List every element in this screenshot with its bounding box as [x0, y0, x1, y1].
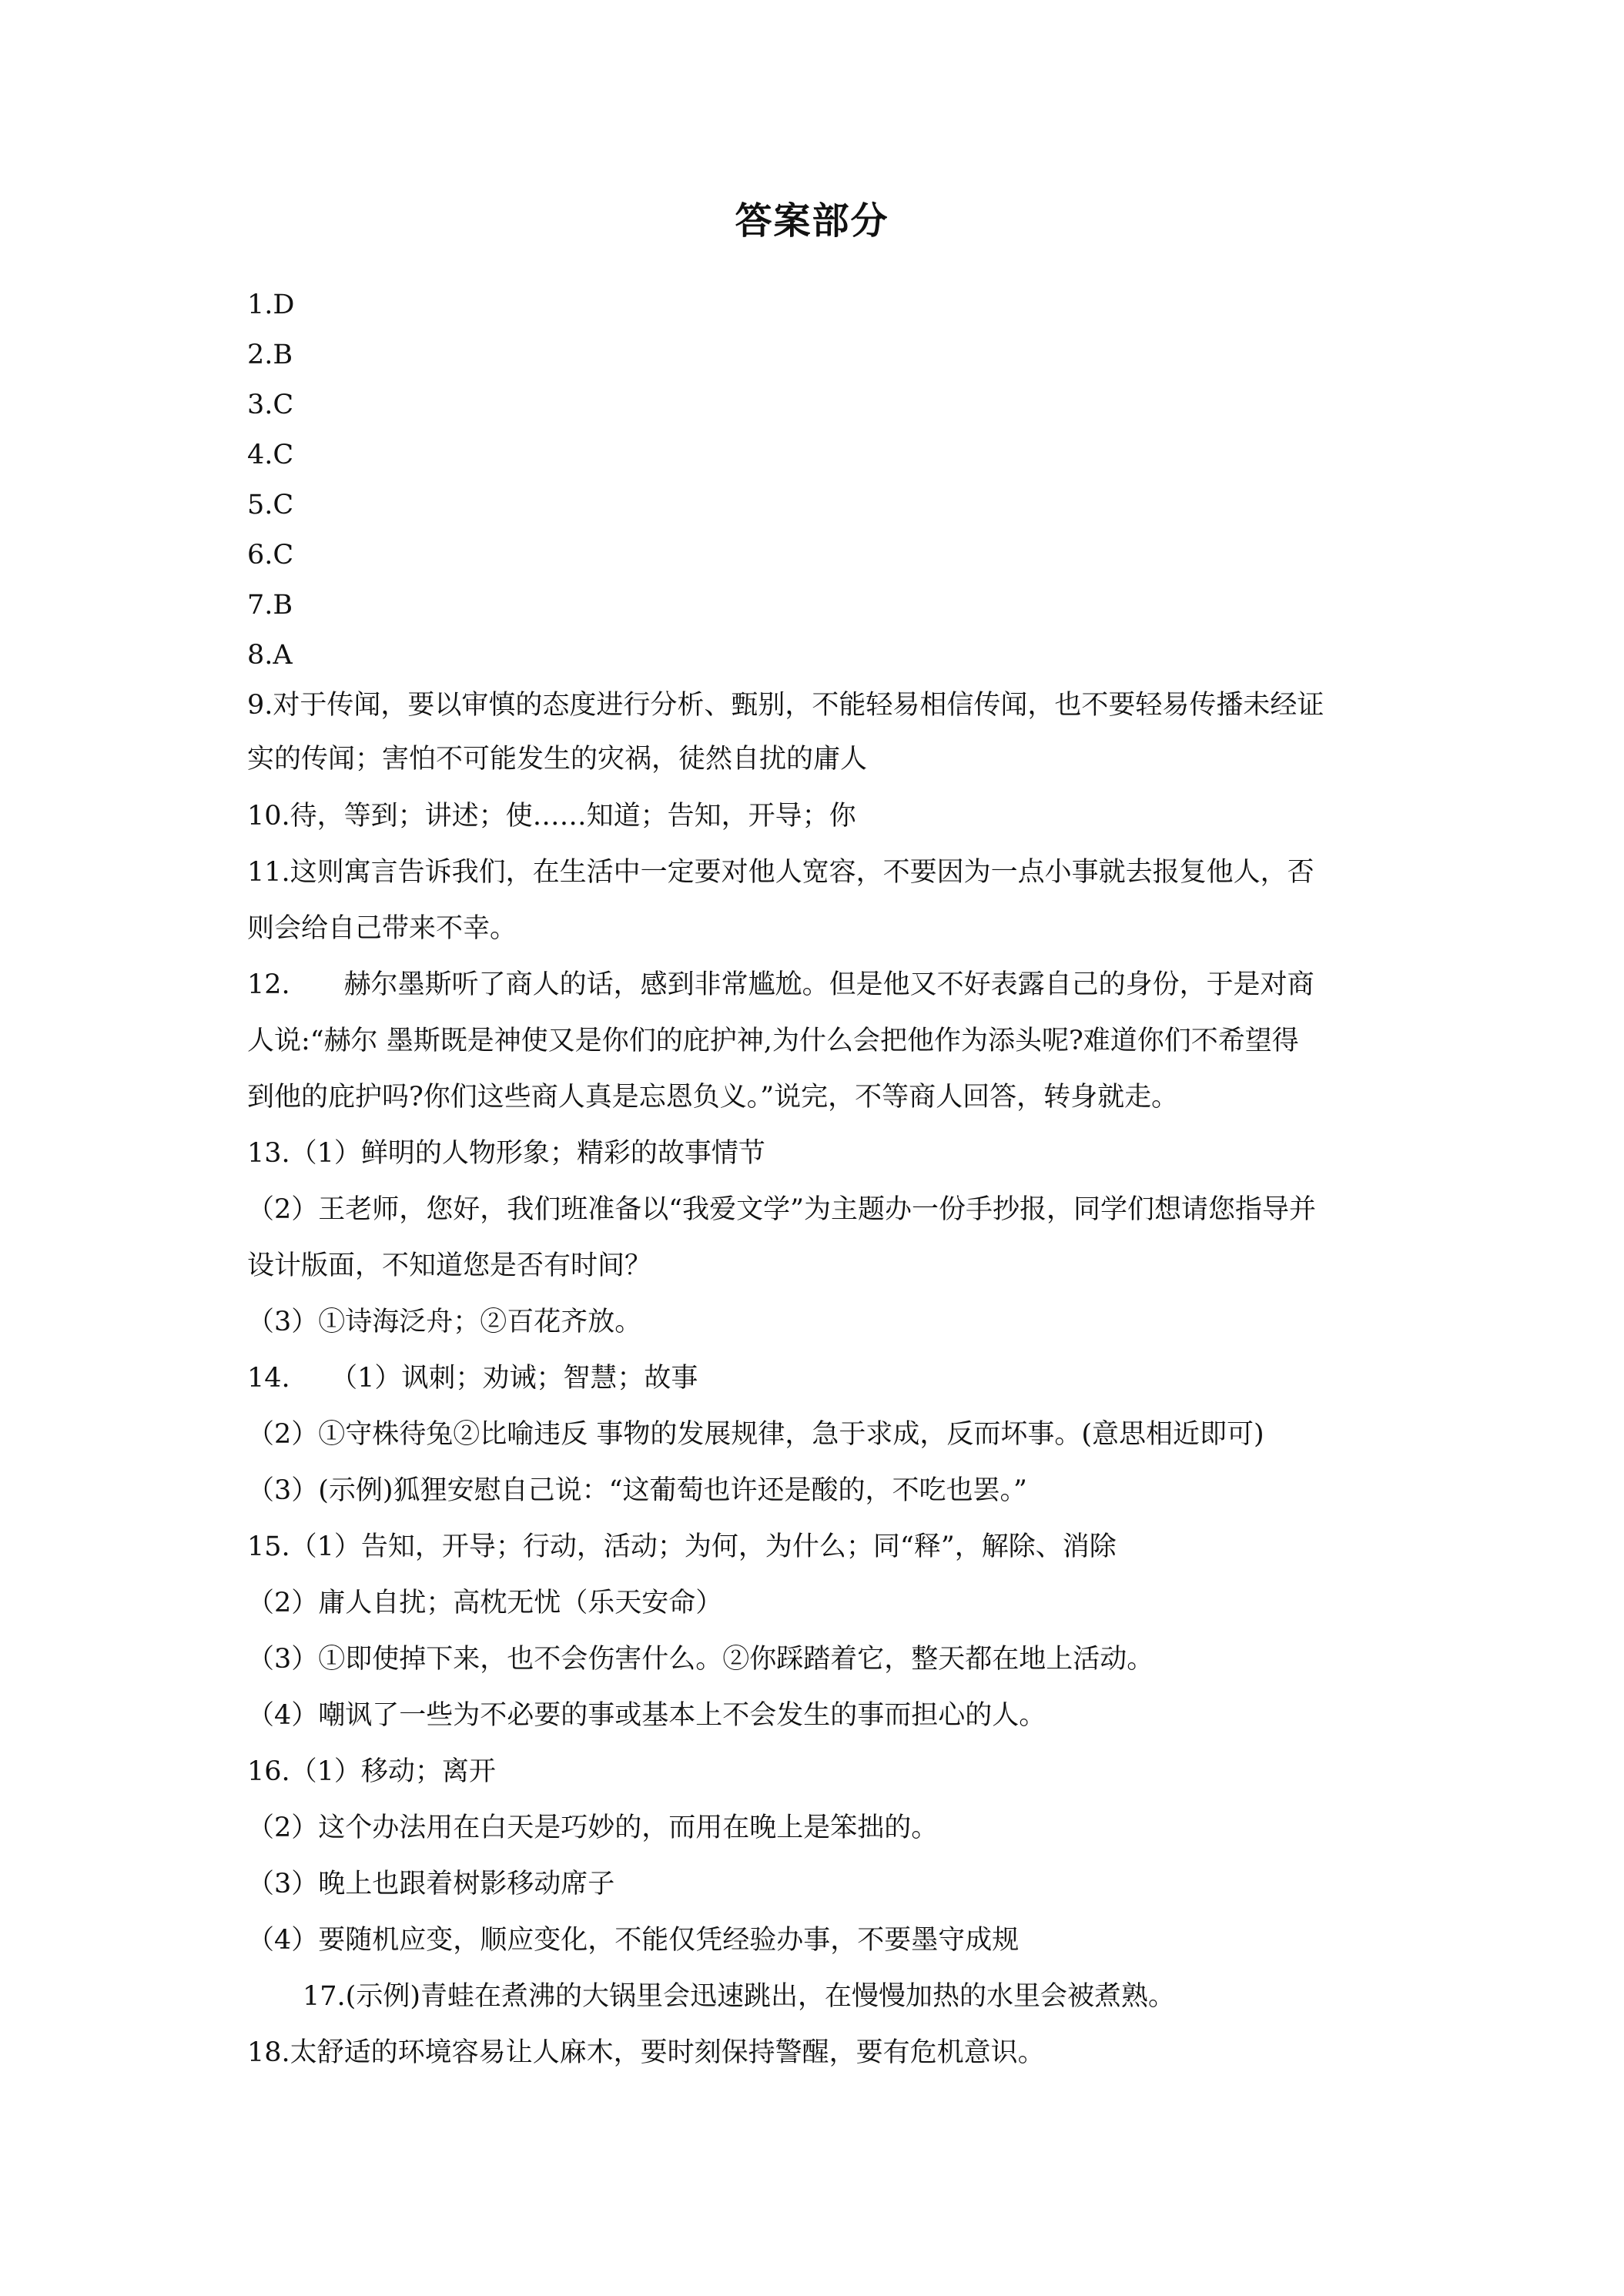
answer-line-15-4: （4）嘲讽了一些为不必要的事或基本上不会发生的事而担心的人。 [247, 1700, 1046, 1731]
answer-line-15-2: （2）庸人自扰；高枕无忧（乐天安命） [247, 1588, 723, 1618]
answer-line-13-3: （3）①诗海泛舟；②百花齐放。 [247, 1307, 642, 1337]
answer-line-13-2b: 设计版面，不知道您是否有时间？ [247, 1250, 652, 1281]
answer-line-12a: 12. 赫尔墨斯听了商人的话，感到非常尴尬。但是他又不好表露自己的身份，于是对商 [247, 969, 1314, 1000]
answer-line-2: 2.B [247, 340, 293, 370]
answer-line-16-2: （2）这个办法用在白天是巧妙的，而用在晚上是笨拙的。 [247, 1812, 939, 1843]
answer-line-12c: 到他的庇护吗?你们这些商人真是忘恩负义。”说完，不等商人回答，转身就走。 [247, 1082, 1179, 1113]
answer-line-14-2: （2）①守株待兔②比喻违反 事物的发展规律，急于求成，反而坏事。(意思相近即可) [247, 1419, 1264, 1450]
answer-line-16-4: （4）要随机应变，顺应变化，不能仅凭经验办事，不要墨守成规 [247, 1925, 1020, 1956]
page-title: 答案部分 [735, 199, 889, 243]
answer-line-11b: 则会给自己带来不幸。 [247, 913, 517, 944]
answer-line-18: 18.太舒适的环境容易让人麻木，要时刻保持警醒，要有危机意识。 [247, 2037, 1045, 2068]
answer-line-16-1: 16.（1）移动；离开 [247, 1756, 496, 1787]
answer-line-8: 8.A [247, 640, 293, 671]
answer-line-12b: 人说:“赫尔 墨斯既是神使又是你们的庇护神,为什么会把他作为添头呢?难道你们不希望得 [247, 1026, 1299, 1056]
answer-line-3: 3.C [247, 390, 294, 420]
answer-line-17: 17.(示例)青蛙在煮沸的大锅里会迅速跳出，在慢慢加热的水里会被煮熟。 [303, 1981, 1175, 2012]
answer-line-9a: 9.对于传闻，要以审慎的态度进行分析、甄别，不能轻易相信传闻，也不要轻易传播未经证 [247, 690, 1324, 721]
answer-line-15-1: 15.（1）告知，开导；行动，活动；为何，为什么；同“释”，解除、消除 [247, 1531, 1117, 1562]
answer-line-14-3: （3）(示例)狐狸安慰自己说：“这葡萄也许还是酸的，不吃也罢。” [247, 1475, 1027, 1506]
answer-line-15-3: （3）①即使掉下来，也不会伤害什么。②你踩踏着它，整天都在地上活动。 [247, 1644, 1154, 1675]
answer-line-11a: 11.这则寓言告诉我们，在生活中一定要对他人宽容，不要因为一点小事就去报复他人，否 [247, 857, 1314, 888]
answer-line-4: 4.C [247, 440, 294, 470]
answer-line-9b: 实的传闻；害怕不可能发生的灾祸，徒然自扰的庸人 [247, 744, 868, 775]
answer-line-13-2a: （2）王老师，您好，我们班准备以“我爱文学”为主题办一份手抄报，同学们想请您指导并 [247, 1194, 1317, 1225]
answer-line-5: 5.C [247, 490, 294, 520]
answer-line-13-1: 13.（1）鲜明的人物形象；精彩的故事情节 [247, 1138, 765, 1169]
answer-line-16-3: （3）晚上也跟着树影移动席子 [247, 1869, 615, 1899]
answer-line-7: 7.B [247, 590, 293, 621]
answer-line-6: 6.C [247, 540, 294, 571]
answer-line-1: 1.D [247, 290, 295, 320]
answer-line-10: 10.待，等到；讲述；使……知道；告知，开导；你 [247, 801, 856, 832]
answer-line-14-1: 14. （1）讽刺；劝诫；智慧；故事 [247, 1363, 698, 1394]
